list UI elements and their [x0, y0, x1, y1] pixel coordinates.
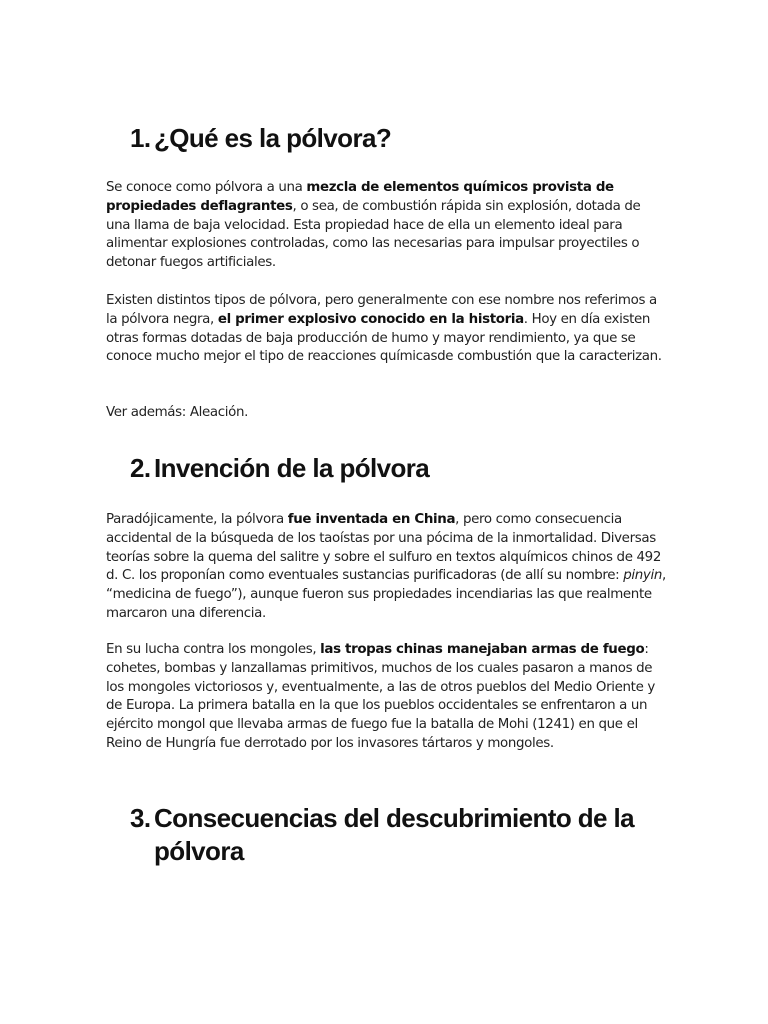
- paragraph: [106, 641, 666, 754]
- section-number: 1.: [130, 123, 151, 153]
- text-run: Existen distintos tipos de pólvora, pero generalmente con ese nombre nos referimos a la pólvora negra,: [106, 293, 657, 327]
- bold-text: fue inventada en China: [287, 512, 456, 527]
- text-run: Se conoce como pólvora a una: [106, 180, 307, 195]
- text-run: , o sea, de combustión rápida sin explosión, dotada de una llama de baja velocidad. Esta propiedad hace de ella un elemento ideal para alimentar explosiones controladas, como las necesarias para impulsar proyectiles o detonar fuegos artificiales.: [106, 198, 641, 271]
- section-number: 3.: [130, 803, 151, 833]
- section-heading-2: [130, 452, 429, 485]
- paragraph: [106, 292, 666, 367]
- text-run: Paradójicamente, la pólvora: [106, 512, 288, 527]
- see-also-text: Ver además: Aleación.: [106, 405, 249, 420]
- section-heading-3: [130, 802, 650, 868]
- bold-text: mezcla de elementos químicos provista de propiedades deflagrantes: [106, 180, 614, 214]
- section-number: 2.: [130, 453, 151, 483]
- section-title: Consecuencias del descubrimiento de la pólvora: [154, 803, 635, 866]
- paragraph: [106, 511, 666, 624]
- section-title: Invención de la pólvora: [154, 453, 430, 483]
- text-run: : cohetes, bombas y lanzallamas primitivos, muchos de los cuales pasaron a manos de los mongoles victoriosos y, eventualmente, a las de otros pueblos del Medio Oriente y de Europa. La primera batalla en la que los pueblos occidentales se enfrentaron a un ejército mongol que llevaba armas de fuego fue la batalla de Mohi (1241) en que el Reino de Hungría fue derrotado por los invasores tártaros y mongoles.: [106, 642, 655, 751]
- text-run: , “medicina de fuego”), aunque fueron sus propiedades incendiarias las que realmente marcaron una diferencia.: [106, 568, 666, 621]
- paragraph: [106, 179, 666, 273]
- italic-text: pinyin: [623, 568, 663, 584]
- text-run: , pero como consecuencia accidental de la búsqueda de los taoístas por una pócima de la inmortalidad. Diversas teorías sobre la quema del salitre y sobre el sulfuro en textos alquímicos chinos de 492 d. C. los proponían como eventuales sustancias purificadoras (de allí su nombre:: [106, 512, 662, 584]
- text-run: En su lucha contra los mongoles,: [106, 642, 321, 657]
- bold-text: las tropas chinas manejaban armas de fuego: [320, 642, 645, 657]
- section-heading-1: [130, 122, 391, 155]
- section-title: ¿Qué es la pólvora?: [154, 123, 392, 153]
- text-run: . Hoy en día existen otras formas dotadas de baja producción de humo y mayor rendimiento, ya que se conoce mucho mejor el tipo de reacciones químicasde combustión que la caracterizan.: [106, 311, 662, 365]
- bold-text: el primer explosivo conocido en la historia: [217, 311, 524, 327]
